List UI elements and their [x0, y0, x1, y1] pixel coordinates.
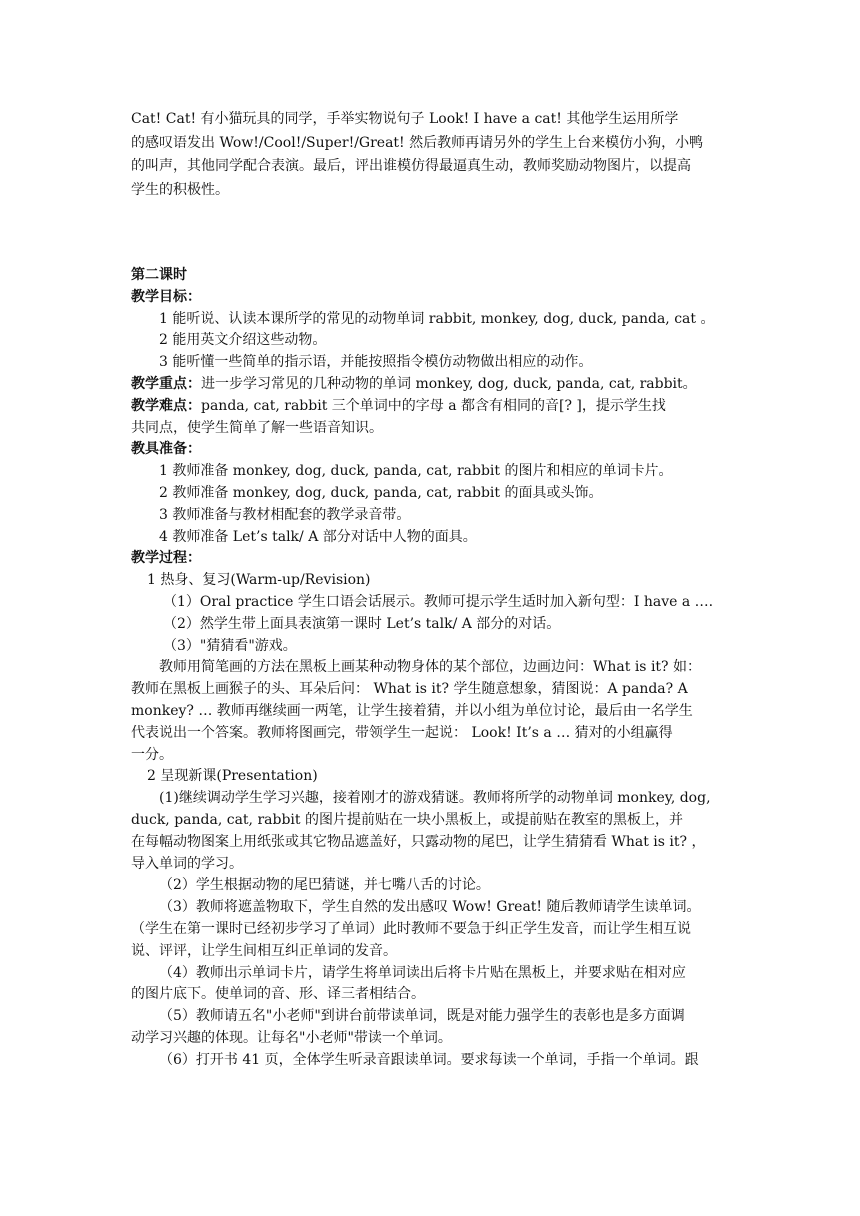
- objective-line: [159, 353, 592, 371]
- process-text: 教师用简笔画的方法在黑板上画某种动物身体的某个部位，边画边问：What is it? 如：: [159, 659, 701, 676]
- process-text: （4）教师出示单词卡片，请学生将单词读出后将卡片贴在黑板上，并要求贴在相对应: [159, 964, 686, 981]
- process-text: (1)继续调动学生学习兴趣，接着刚才的游戏猜谜。教师将所学的动物单词 monkey, dog,: [159, 790, 711, 807]
- objective-item: 1 能听说、认读本课所学的常见的动物单词 rabbit, monkey, dog, duck, panda, cat 。: [159, 310, 715, 327]
- process-text: （5）教师请五名"小老师"到讲台前带读单词，既是对能力强学生的表彰也是多方面调: [159, 1008, 685, 1025]
- process-line: [159, 658, 701, 676]
- process-text: （学生在第一课时已经初步学习了单词）此时教师不要急于纠正学生发音，而让学生相互说: [131, 921, 691, 937]
- paragraph-text: 的叫声，其他同学配合表演。最后，评出谁模仿得最逼真生动，教师奖励动物图片，以提高: [131, 158, 691, 174]
- process-line: [159, 898, 701, 916]
- process-line: [131, 724, 673, 742]
- objective-item: 3 能听懂一些简单的指示语，并能按照指令模仿动物做出相应的动作。: [159, 354, 593, 371]
- paragraph-text: Cat! Cat! 有小猫玩具的同学，手举实物说句子 Look! I have a cat! 其他学生运用所学: [131, 111, 679, 127]
- process-text: 的图片底下。使单词的音、形、译三者相结合。: [131, 986, 425, 1003]
- process-line: [159, 1007, 685, 1025]
- process-line: [159, 789, 711, 807]
- objective-line: [159, 331, 326, 349]
- lesson-title: [131, 266, 187, 284]
- objectives-heading-line: [131, 288, 201, 306]
- process-line: [159, 876, 490, 894]
- process-line: [131, 855, 243, 873]
- process-line: [131, 746, 173, 764]
- material-item: 2 教师准备 monkey, dog, duck, panda, cat, rabbit 的面具或头饰。: [159, 485, 603, 501]
- process-line: [147, 571, 371, 589]
- process-text: （2）然学生带上面具表演第一课时 Let’s talk/ A 部分的对话。: [163, 615, 561, 632]
- material-line: [159, 506, 410, 524]
- process-line: [163, 593, 713, 611]
- process-text: 1 热身、复习(Warm-up/Revision): [147, 572, 371, 589]
- process-text: 说、评评，让学生间相互纠正单词的发音。: [131, 942, 397, 959]
- key-point-line: [131, 375, 697, 393]
- objective-item: 2 能用英文介绍这些动物。: [159, 332, 327, 349]
- process-line: [131, 985, 425, 1003]
- process-text: 2 呈现新课(Presentation): [147, 768, 318, 785]
- process-line: [131, 680, 688, 698]
- process-heading-line: [131, 549, 201, 567]
- process-text: monkey? … 教师再继续画一两笔，让学生接着猜，并以小组为单位讨论，最后由一名学生: [131, 703, 693, 719]
- material-line: [159, 528, 477, 546]
- objectives-heading: 教学目标：: [131, 288, 201, 305]
- process-text: 代表说出一个答案。教师将图画完，带领学生一起说： Look! It’s a … 猜对的小组赢得: [131, 724, 673, 741]
- process-line: [159, 964, 686, 982]
- objective-line: [159, 310, 714, 328]
- difficulty-text: panda, cat, rabbit 三个单词中的字母 a 都含有相同的音[? ]，提示学生找: [201, 397, 666, 414]
- process-text: 导入单词的学习。: [131, 855, 243, 872]
- key-point-label: 教学重点：: [131, 376, 201, 392]
- process-text: 在每幅动物图案上用纸张或其它物品遮盖好，只露动物的尾巴，让学生猜猜看 What is it? ，: [131, 833, 706, 850]
- key-point-text: 进一步学习常见的几种动物的单词 monkey, dog, duck, panda, cat, rabbit。: [201, 376, 697, 392]
- paragraph-text: 的感叹语发出 Wow!/Cool!/Super!/Great! 然后教师再请另外的学生上台来模仿小狗，小鸭: [131, 134, 704, 151]
- process-line: [131, 811, 683, 829]
- process-text: （3）"猜猜看"游戏。: [163, 637, 297, 654]
- process-text: （2）学生根据动物的尾巴猜谜，并七嘴八舌的讨论。: [159, 877, 490, 894]
- paragraph-text: 学生的积极性。: [131, 181, 229, 198]
- process-text: 动学习兴趣的体现。让每名"小老师"带读一个单词。: [131, 1030, 452, 1046]
- difficulty-line: [131, 397, 666, 415]
- material-item: 4 教师准备 Let’s talk/ A 部分对话中人物的面具。: [159, 528, 477, 545]
- paragraph-line: [131, 110, 678, 128]
- process-heading: 教学过程：: [131, 550, 201, 567]
- paragraph-line: [131, 181, 229, 199]
- paragraph-line: [131, 157, 691, 175]
- process-line: [159, 1051, 699, 1069]
- difficulty-text: 共同点，使学生简单了解一些语音知识。: [131, 419, 383, 436]
- section-title: 第二课时: [131, 267, 187, 283]
- material-line: [159, 484, 602, 502]
- process-line: [147, 767, 318, 785]
- material-item: 1 教师准备 monkey, dog, duck, panda, cat, rabbit 的图片和相应的单词卡片。: [159, 463, 673, 480]
- process-line: [131, 942, 397, 960]
- difficulty-line: [131, 419, 383, 437]
- materials-heading-line: [131, 440, 201, 458]
- material-line: [159, 462, 672, 480]
- process-text: duck, panda, cat, rabbit 的图片提前贴在一块小黑板上，或提前贴在教室的黑板上，并: [131, 812, 683, 828]
- process-text: （3）教师将遮盖物取下，学生自然的发出感叹 Wow! Great! 随后教师请学生读单词。: [159, 899, 701, 916]
- material-item: 3 教师准备与教材相配套的教学录音带。: [159, 506, 411, 523]
- difficulty-label: 教学难点：: [131, 397, 201, 414]
- process-text: 一分。: [131, 746, 173, 763]
- process-line: [131, 702, 693, 720]
- process-line: [163, 615, 560, 633]
- process-line: [131, 920, 691, 938]
- process-text: （6）打开书 41 页，全体学生听录音跟读单词。要求每读一个单词，手指一个单词。跟: [159, 1051, 699, 1068]
- materials-heading: 教具准备：: [131, 441, 201, 458]
- process-line: [131, 833, 705, 851]
- process-line: [131, 1029, 452, 1047]
- process-line: [163, 637, 297, 655]
- process-text: 教师在黑板上画猴子的头、耳朵后问： What is it? 学生随意想象，猜图说：A panda? A: [131, 681, 688, 698]
- paragraph-line: [131, 134, 703, 152]
- process-text: （1）Oral practice 学生口语会话展示。教师可提示学生适时加入新句型：I have a ….: [163, 594, 714, 610]
